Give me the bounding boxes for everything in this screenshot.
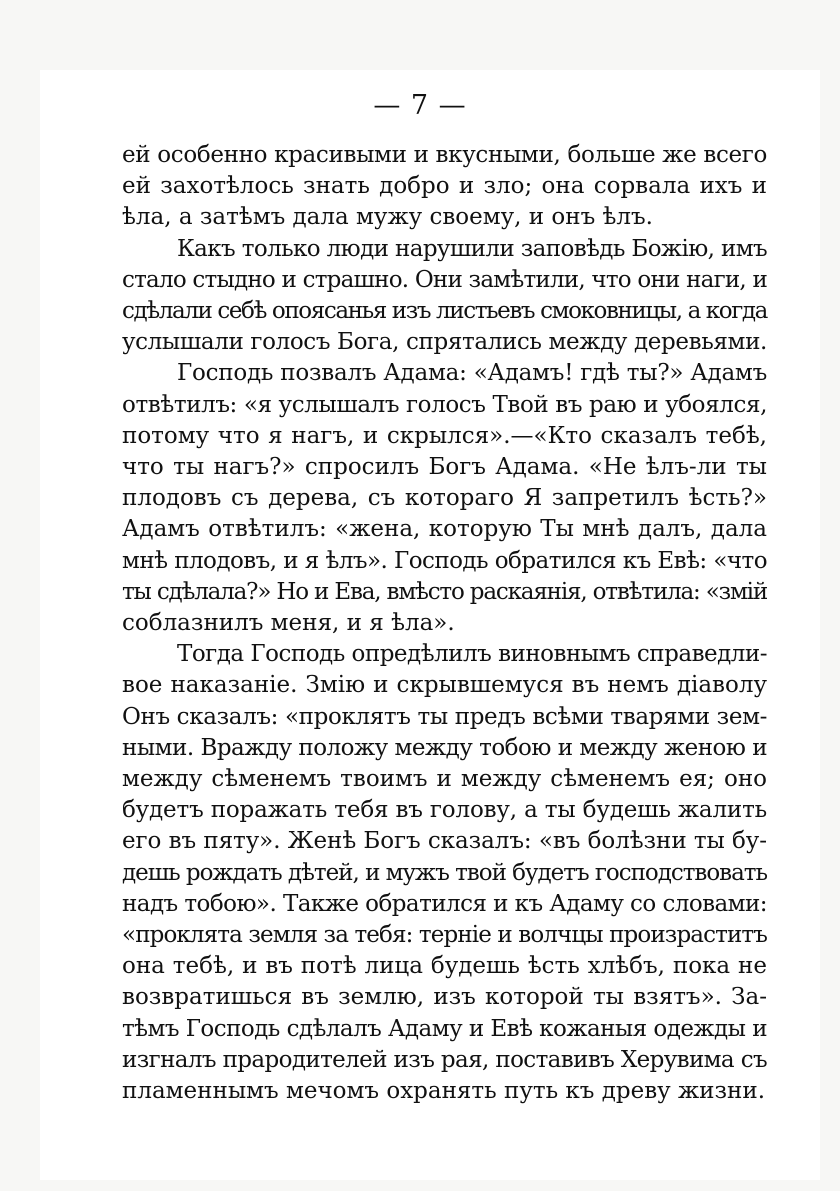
paragraph-1	[122, 140, 767, 234]
text-line: потому что я нагъ, и скрылся».—«Кто сказалъ тебѣ,	[122, 422, 767, 449]
paragraph-3	[122, 358, 767, 639]
page-number: — 7 —	[373, 90, 467, 121]
text-line: услышали голосъ Бога, спрятались между деревьями.	[122, 329, 767, 356]
text-line: Онъ сказалъ: «проклятъ ты предъ всѣми тварями зем-	[122, 703, 768, 730]
text-line: отвѣтилъ: «я услышалъ голосъ Твой въ раю и убоялся,	[122, 391, 767, 418]
paragraph-4	[122, 639, 767, 1107]
text-line: пламеннымъ мечомъ охранять путь къ древу жизни.	[122, 1078, 766, 1105]
text-line: его въ пяту». Женѣ Богъ сказалъ: «въ болѣзни ты бу-	[122, 828, 767, 855]
text-line: возвратишься въ землю, изъ которой ты взятъ». За-	[122, 984, 767, 1011]
paragraph-2	[122, 234, 767, 359]
text-line: «проклята земля за тебя: тернiе и волчцы произраститъ	[122, 922, 767, 949]
text-line: ей особенно красивыми и вкусными, больше же всего	[122, 142, 768, 168]
text-line: Адамъ отвѣтилъ: «жена, которую Ты мнѣ далъ, дала	[122, 516, 767, 543]
text-line: тѣмъ Господь сдѣлалъ Адаму и Евѣ кожаныя одежды и	[122, 1015, 768, 1042]
text-line: плодовъ съ дерева, съ котораго Я запретилъ ѣсть?»	[122, 485, 767, 512]
text-line: между сѣменемъ твоимъ и между сѣменемъ ея; оно	[122, 766, 767, 793]
text-line: вое наказанiе. Змiю и скрывшемуся въ немъ дiаволу	[122, 672, 767, 699]
text-line: ей захотѣлось знать добро и зло; она сорвала ихъ и	[122, 173, 767, 200]
body-text	[122, 140, 767, 1107]
text-line: надъ тобою». Также обратился и къ Адаму со словами:	[122, 890, 767, 917]
text-line: изгналъ прародителей изъ рая, поставивъ Херувима съ	[122, 1046, 767, 1073]
text-line: мнѣ плодовъ, и я ѣлъ». Господь обратился къ Евѣ: «что	[122, 547, 767, 574]
text-line: сдѣлали себѣ опоясанья изъ листьевъ смоковницы, а когда	[122, 298, 767, 325]
text-line: ными. Вражду положу между тобою и между женою и	[122, 734, 768, 761]
text-line: соблазнилъ меня, и я ѣла».	[122, 610, 455, 637]
text-line: ты сдѣлала?» Но и Ева, вмѣсто раскаянiя, отвѣтила: «змiй	[122, 578, 768, 605]
text-line: дешь рождать дѣтей, и мужъ твой будетъ господствовать	[122, 859, 767, 886]
text-line: Тогда Господь опредѣлилъ виновнымъ справедли-	[177, 641, 767, 668]
text-line: Какъ только люди нарушили заповѣдь Божiю, имъ	[177, 235, 768, 262]
text-line: ѣла, а затѣмъ дала мужу своему, и онъ ѣлъ.	[122, 204, 653, 231]
text-line: что ты нагъ?» спросилъ Богъ Адама. «Не ѣлъ-ли ты	[122, 454, 767, 481]
text-line: она тебѣ, и въ потѣ лица будешь ѣсть хлѣбъ, пока не	[122, 953, 767, 980]
text-line: будетъ поражать тебя въ голову, а ты будешь жалить	[122, 797, 768, 824]
text-line: стало стыдно и страшно. Они замѣтили, что они наги, и	[122, 266, 768, 293]
text-line: Господь позвалъ Адама: «Адамъ! гдѣ ты?» Адамъ	[177, 360, 767, 387]
